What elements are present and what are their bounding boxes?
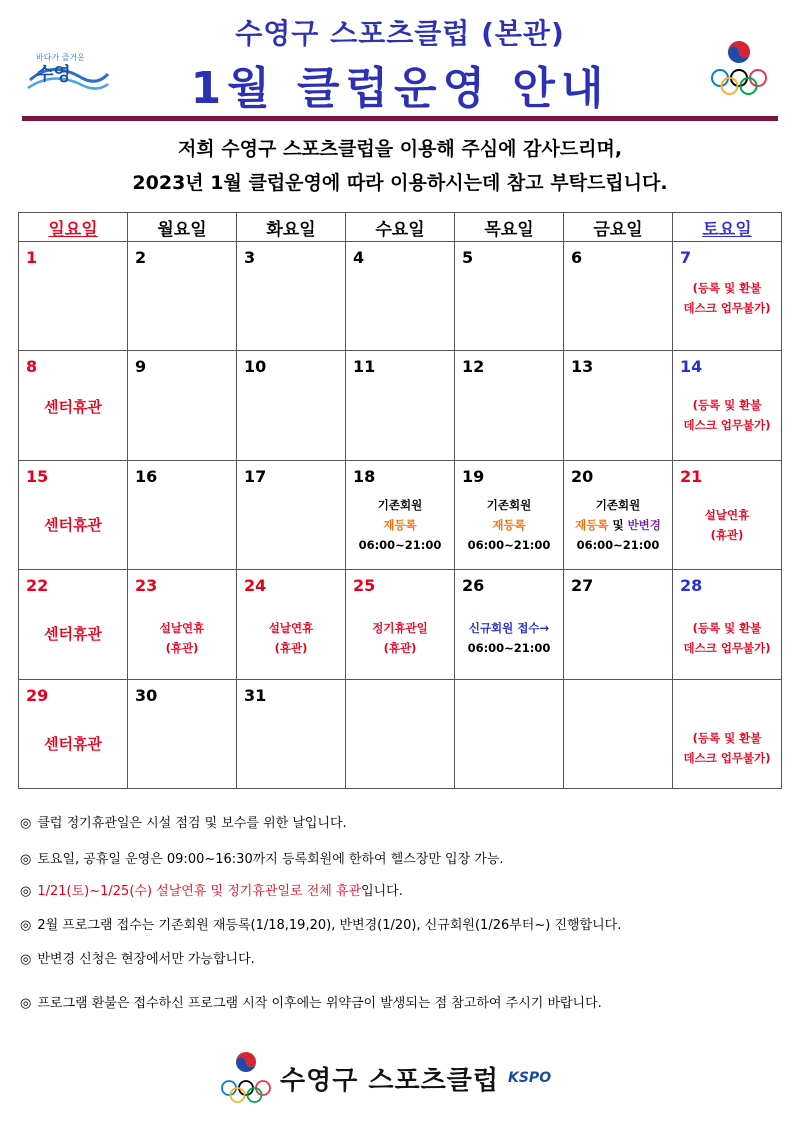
weekday-tuesday: 화요일 bbox=[237, 213, 346, 242]
weekday-thursday: 목요일 bbox=[455, 213, 564, 242]
day-number: 24 bbox=[244, 576, 267, 596]
day-number: 13 bbox=[571, 357, 594, 377]
notice-item: ◎ 2월 프로그램 접수는 기존회원 재등록(1/18,19,20), 반변경(1/20), 신규회원(1/26부터~) 진행합니다. bbox=[20, 918, 622, 933]
day-cell bbox=[564, 679, 673, 788]
day-number: 31 bbox=[244, 685, 267, 705]
day-cell bbox=[564, 570, 673, 679]
footer-club-name: 수영구 스포츠클럽 bbox=[280, 1066, 499, 1096]
intro-text bbox=[0, 132, 800, 200]
day-number: 28 bbox=[680, 576, 703, 596]
day-number: 16 bbox=[135, 466, 158, 486]
notice-item: ◎ 클럽 정기휴관일은 시설 점검 및 보수를 위한 날입니다. bbox=[20, 816, 347, 831]
day-number: 30 bbox=[135, 685, 158, 705]
day-number: 22 bbox=[26, 576, 49, 596]
re-registration-and-change-note: 기존회원 재등록 및 반변경 06:00~21:00 bbox=[575, 497, 661, 552]
day-cell bbox=[237, 242, 346, 351]
day-number: 15 bbox=[26, 466, 49, 486]
weekday-monday: 월요일 bbox=[128, 213, 237, 242]
day-number: 26 bbox=[462, 576, 485, 596]
center-closed-note: 센터휴관 bbox=[44, 398, 102, 417]
day-cell bbox=[237, 460, 346, 569]
day-cell bbox=[455, 460, 564, 569]
week-row bbox=[19, 351, 782, 460]
day-cell bbox=[455, 570, 564, 679]
week-row bbox=[19, 679, 782, 788]
seollal-holiday-note: 설날연휴 (휴관) bbox=[704, 507, 750, 542]
day-cell bbox=[673, 460, 782, 569]
day-cell bbox=[455, 351, 564, 460]
week-row bbox=[19, 460, 782, 569]
day-number: 19 bbox=[462, 466, 485, 486]
saturday-desk-note: (등록 및 환불 데스크 업무불가) bbox=[683, 398, 771, 433]
center-closed-note: 센터휴관 bbox=[44, 625, 102, 644]
day-number: 4 bbox=[353, 248, 365, 267]
day-cell bbox=[19, 351, 128, 460]
day-number: 21 bbox=[680, 466, 703, 486]
weekday-header-row bbox=[19, 213, 782, 242]
day-cell bbox=[237, 351, 346, 460]
seollal-holiday-note: 설날연휴 (휴관) bbox=[268, 621, 314, 656]
notice-item: ◎ 프로그램 환불은 접수하신 프로그램 시작 이후에는 위약금이 발생되는 점 참고하여 주시기 바랍니다. bbox=[20, 996, 602, 1011]
day-cell bbox=[19, 460, 128, 569]
day-number: 29 bbox=[26, 685, 49, 705]
svg-text:수영: 수영 bbox=[36, 64, 71, 85]
day-cell bbox=[128, 242, 237, 351]
day-cell bbox=[128, 460, 237, 569]
day-cell bbox=[455, 242, 564, 351]
weekday-wednesday: 수요일 bbox=[346, 213, 455, 242]
re-registration-note: 기존회원 재등록 06:00~21:00 bbox=[467, 497, 551, 552]
day-cell bbox=[346, 679, 455, 788]
kspo-logo: KSPO bbox=[508, 1070, 552, 1086]
header bbox=[0, 0, 800, 125]
korea-olympic-logo bbox=[708, 38, 770, 100]
day-cell bbox=[19, 242, 128, 351]
day-number: 7 bbox=[680, 248, 692, 267]
day-cell bbox=[673, 679, 782, 788]
day-number: 27 bbox=[571, 576, 594, 596]
day-cell bbox=[346, 570, 455, 679]
day-cell bbox=[237, 679, 346, 788]
day-cell bbox=[237, 570, 346, 679]
day-cell bbox=[673, 242, 782, 351]
day-number: 23 bbox=[135, 576, 158, 596]
day-number: 20 bbox=[571, 466, 594, 486]
day-number: 9 bbox=[135, 357, 147, 377]
day-cell bbox=[673, 570, 782, 679]
regular-closed-note: 정기휴관일 (휴관) bbox=[372, 621, 428, 656]
day-number: 2 bbox=[135, 248, 147, 267]
day-cell bbox=[455, 679, 564, 788]
saturday-desk-note: (등록 및 환불 데스크 업무불가) bbox=[683, 730, 771, 765]
day-cell bbox=[346, 460, 455, 569]
day-number: 14 bbox=[680, 357, 703, 377]
day-number: 12 bbox=[462, 357, 485, 377]
weekday-sunday: 일요일 bbox=[19, 213, 128, 242]
header-divider bbox=[22, 116, 778, 121]
day-number: 1 bbox=[26, 248, 38, 267]
notice-item: ◎ 토요일, 공휴일 운영은 09:00~16:30까지 등록회원에 한하여 헬스장만 입장 가능. bbox=[20, 852, 504, 867]
day-cell bbox=[673, 351, 782, 460]
day-number: 8 bbox=[26, 357, 38, 377]
weekday-friday: 금요일 bbox=[564, 213, 673, 242]
page-subtitle: 수영구 스포츠클럽 (본관) bbox=[235, 17, 565, 50]
day-cell bbox=[346, 242, 455, 351]
page-title: 1월 클럽운영 안내 bbox=[190, 63, 610, 114]
notice-item: ◎ 반변경 신청은 현장에서만 가능합니다. bbox=[20, 952, 255, 967]
day-number: 17 bbox=[244, 466, 267, 486]
day-cell bbox=[19, 570, 128, 679]
day-cell bbox=[128, 351, 237, 460]
calendar-table bbox=[18, 212, 782, 789]
day-cell bbox=[564, 460, 673, 569]
saturday-desk-note: (등록 및 환불 데스크 업무불가) bbox=[683, 281, 771, 315]
day-cell bbox=[128, 570, 237, 679]
day-number: 5 bbox=[462, 248, 474, 267]
day-number: 3 bbox=[244, 248, 256, 267]
re-registration-note: 기존회원 재등록 06:00~21:00 bbox=[358, 497, 442, 552]
intro-line-1: 저희 수영구 스포츠클럽을 이용해 주심에 감사드리며, bbox=[177, 138, 623, 160]
footer bbox=[0, 1048, 800, 1118]
center-closed-note: 센터휴관 bbox=[44, 515, 102, 534]
week-row bbox=[19, 242, 782, 351]
day-number: 6 bbox=[571, 248, 583, 267]
day-cell bbox=[564, 242, 673, 351]
day-number: 11 bbox=[353, 357, 376, 377]
week-row bbox=[19, 570, 782, 679]
weekday-saturday: 토요일 bbox=[673, 213, 782, 242]
intro-line-2: 2023년 1월 클럽운영에 따라 이용하시는데 참고 부탁드립니다. bbox=[132, 172, 668, 194]
day-number: 25 bbox=[353, 576, 376, 596]
day-cell bbox=[564, 351, 673, 460]
new-member-note: 신규회원 접수→ 06:00~21:00 bbox=[467, 621, 551, 656]
center-closed-note: 센터휴관 bbox=[44, 734, 102, 753]
notice-item: ◎ 1/21(토)~1/25(수) 설날연휴 및 정기휴관일로 전체 휴관입니다. bbox=[20, 884, 403, 899]
svg-text:바다가 즐거운: 바다가 즐거운 bbox=[36, 53, 85, 62]
saturday-desk-note: (등록 및 환불 데스크 업무불가) bbox=[683, 621, 771, 656]
korea-olympic-logo bbox=[218, 1048, 274, 1112]
day-number: 18 bbox=[353, 466, 376, 486]
day-cell bbox=[19, 679, 128, 788]
day-number: 10 bbox=[244, 357, 267, 377]
day-cell bbox=[128, 679, 237, 788]
seollal-holiday-note: 설날연휴 (휴관) bbox=[159, 621, 205, 656]
day-cell bbox=[346, 351, 455, 460]
